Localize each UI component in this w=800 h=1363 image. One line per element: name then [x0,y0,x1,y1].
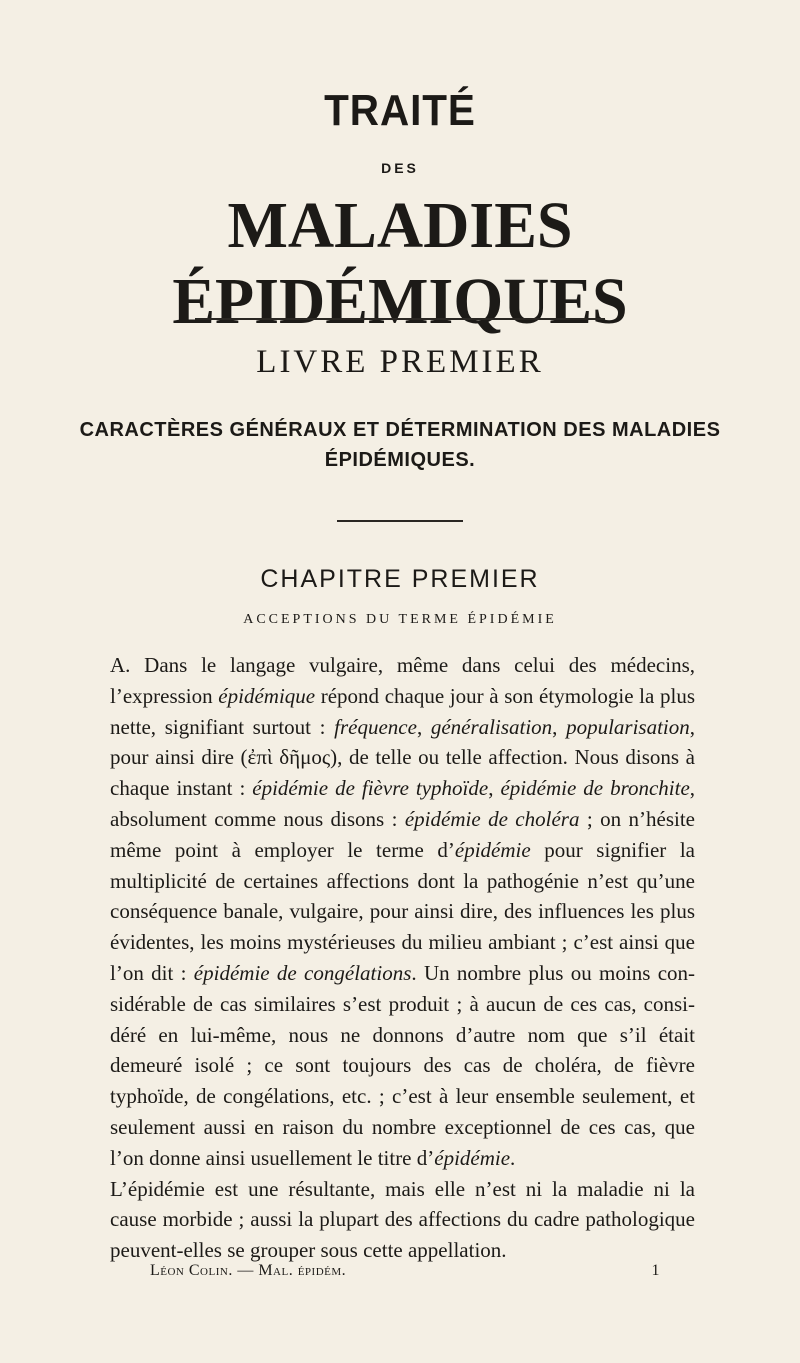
text-run: . Un nombre plus ou moins considérable de cas similaires s’est produit ; à aucun de ces cas, considéré en lui-même, nous ne donnons d’autre nom que s’il était demeuré isolé ; ce sont toujours des cas de choléra, de fièvre typhoïde, de congélations, etc. ; c’est à leur ensemble seulement, et seulement aussi en raison du nombre exceptionnel de ces cas, que l’on donne ainsi usuellement le titre d’ [110,960,696,1170]
italic-term: épidémique [218,683,316,708]
chapter-title: CHAPITRE PREMIER [260,565,540,593]
book-subtitle-line2: ÉPIDÉMIQUES. [324,449,476,471]
signature-mark: 1 [651,1262,660,1279]
text-run: , absolument comme nous disons : [110,776,696,831]
text-run: , [488,776,501,801]
italic-term: popularisation [566,714,690,739]
italic-term: épidémie de choléra [404,806,580,831]
title-traite: TRAITÉ [324,86,476,135]
italic-term: épidémie [434,1145,511,1170]
text-run: , [552,714,567,739]
title-rule [195,318,605,320]
italic-term: épidémie de bronchite [500,776,690,801]
text-run: pour signifier la multiplicité de certaines affections dont la pathogénie n’est qu’une conséquence banale, vulgaire, pour ainsi dire, des influences les plus évidentes, les moins mystérieuses du milieu ambiant ; c’est ainsi que l’on dit : [110,837,695,985]
italic-term: généralisation [430,714,553,739]
section-rule [337,520,463,522]
body-text [110,650,695,1266]
text-run: , [416,714,431,739]
chapter-subtitle: ACCEPTIONS DU TERME ÉPIDÉMIE [243,612,557,627]
book-subtitle-line1: CARACTÈRES GÉNÉRAUX ET DÉTERMINATION DES MALADIES [79,419,721,441]
paragraph-1 [110,650,695,1174]
italic-term: fréquence [334,714,417,739]
main-title: MALADIES ÉPIDÉMIQUES [172,189,628,338]
book-subtitle [0,415,800,475]
text-run: ; on n’hésite même point à employer le terme d’ [110,806,695,862]
text-run: . [510,1145,516,1170]
book-title: LIVRE PREMIER [256,344,544,380]
paragraph-2: L’épidémie est une résultante, mais elle n’est ni la maladie ni la cause morbide ; aussi la plupart des affections du cadre pathologique peuvent-elles se grouper sous cette appellation. [110,1176,695,1263]
page-footer [150,1262,660,1280]
italic-term: épidémie [454,837,531,862]
text-run: A. Dans le langage vulgaire, même dans celui des médecins, l’expression [110,653,695,708]
italic-term: épidémie de congélations [193,960,412,985]
footer-signature: Léon Colin. — Mal. épidém. [150,1262,347,1279]
italic-term: épidémie de fièvre typhoïde [252,776,489,801]
title-des: DES [381,160,419,176]
text-run: , pour ainsi dire (ἐπὶ δῆμος), de telle ou telle affection. Nous disons à chaque instant : [110,714,696,801]
text-run: répond chaque jour à son étymologie la plus nette, signifiant surtout : [110,683,695,739]
